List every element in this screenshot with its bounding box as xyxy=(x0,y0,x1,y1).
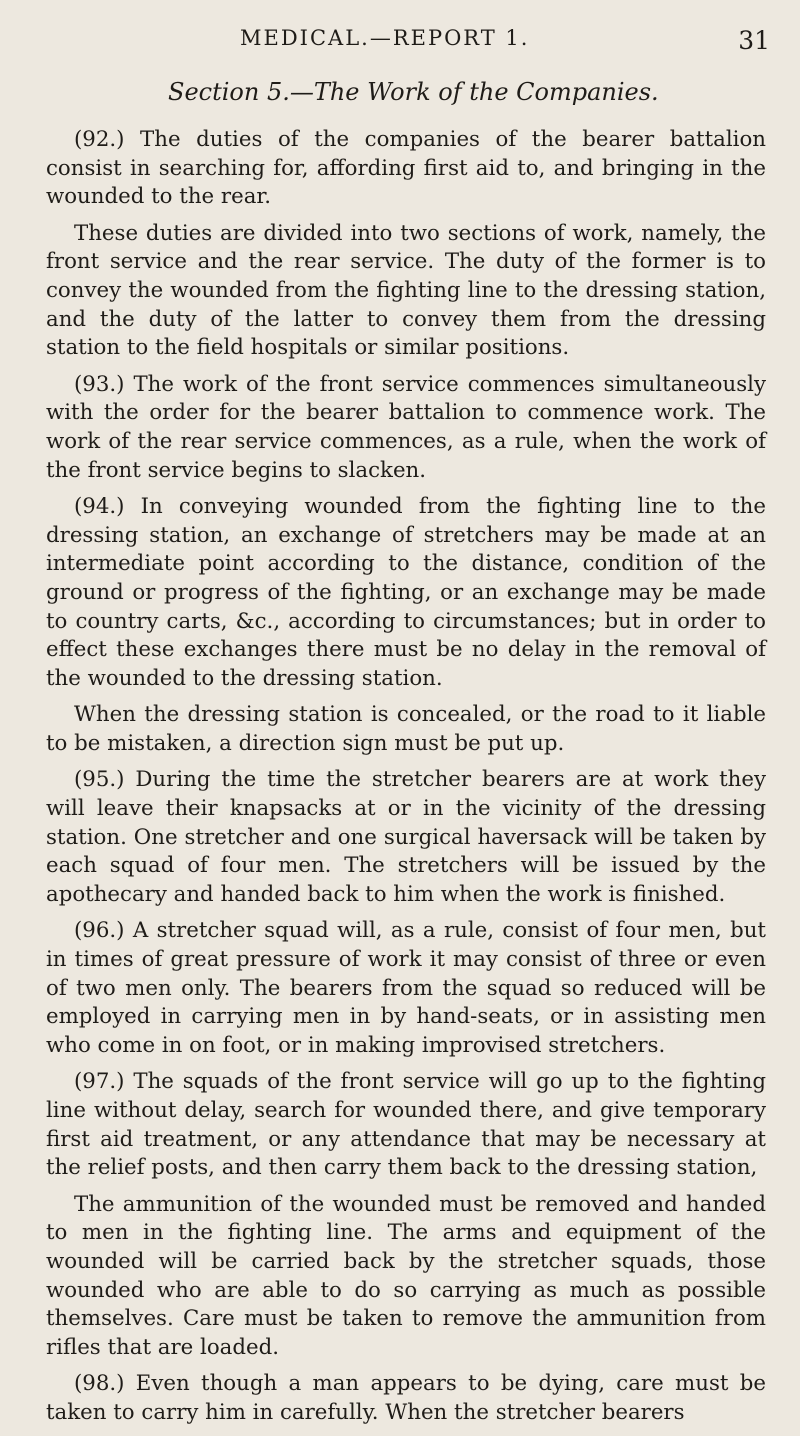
paragraph-95: (95.) During the time the stretcher bearers are at work they will leave their knapsacks at or in the vicinity of the dressing station. One stretcher and one surgical haversack will be taken by each squad of four men. The stretchers will be issued by the apothecary and handed back to him when the work is finished. xyxy=(46,767,766,907)
paragraph-96: (96.) A stretcher squad will, as a rule, consist of four men, but in times of great pressure of work it may consist of three or even of two men only. The bearers from the squad so reduced will be employed in carrying men in by hand-seats, or in assisting men who come in on foot, or in making improvised stretchers. xyxy=(46,918,766,1058)
paragraph-97: (97.) The squads of the front service will go up to the fighting line without delay, search for wounded there, and give temporary first aid treatment, or any attendance that may be necessary at the relief posts, and then carry them back to the dressing station, xyxy=(46,1069,766,1181)
paragraph-98: (98.) Even though a man appears to be dying, care must be taken to carry him in carefully. When the stretcher bearers xyxy=(46,1371,766,1425)
body-text xyxy=(46,126,766,1436)
section-heading: Section 5.—The Work of the Companies. xyxy=(168,78,659,106)
running-head xyxy=(0,26,800,56)
paragraph-92-continued: These duties are divided into two sections of work, namely, the front service and the rear service. The duty of the former is to convey the wounded from the fighting line to the dressing station, and the duty of the latter to convey them from the dressing station to the field hospitals or similar positions. xyxy=(46,220,766,361)
paragraph-94: (94.) In conveying wounded from the fighting line to the dressing station, an exchange of stretchers may be made at an intermediate point according to the distance, condition of the ground or progress of the fighting, or an exchange may be made to country carts, &c., according to circumstances; but in order to effect these exchanges there must be no delay in the removal of the wounded to the dressing station. xyxy=(46,494,766,691)
running-head-title: MEDICAL.—REPORT 1. xyxy=(240,26,530,50)
paragraph-92: (92.) The duties of the companies of the bearer battalion consist in searching for, affording first aid to, and bringing in the wounded to the rear. xyxy=(46,127,766,210)
paragraph-93: (93.) The work of the front service commences simultaneously with the order for the bearer battalion to commence work. The work of the rear service commences, as a rule, when the work of the front service begins to slacken. xyxy=(46,371,766,483)
page-number: 31 xyxy=(738,26,770,55)
paragraph-97-continued: The ammunition of the wounded must be removed and handed to men in the fighting line. The arms and equipment of the wounded will be carried back by the stretcher squads, those wounded who are able to do so carrying as much as possible themselves. Care must be taken to remove the ammunition from rifles that are loaded. xyxy=(46,1191,766,1360)
paragraph-94-continued: When the dressing station is concealed, or the road to it liable to be mistaken, a direction sign must be put up. xyxy=(46,702,766,756)
